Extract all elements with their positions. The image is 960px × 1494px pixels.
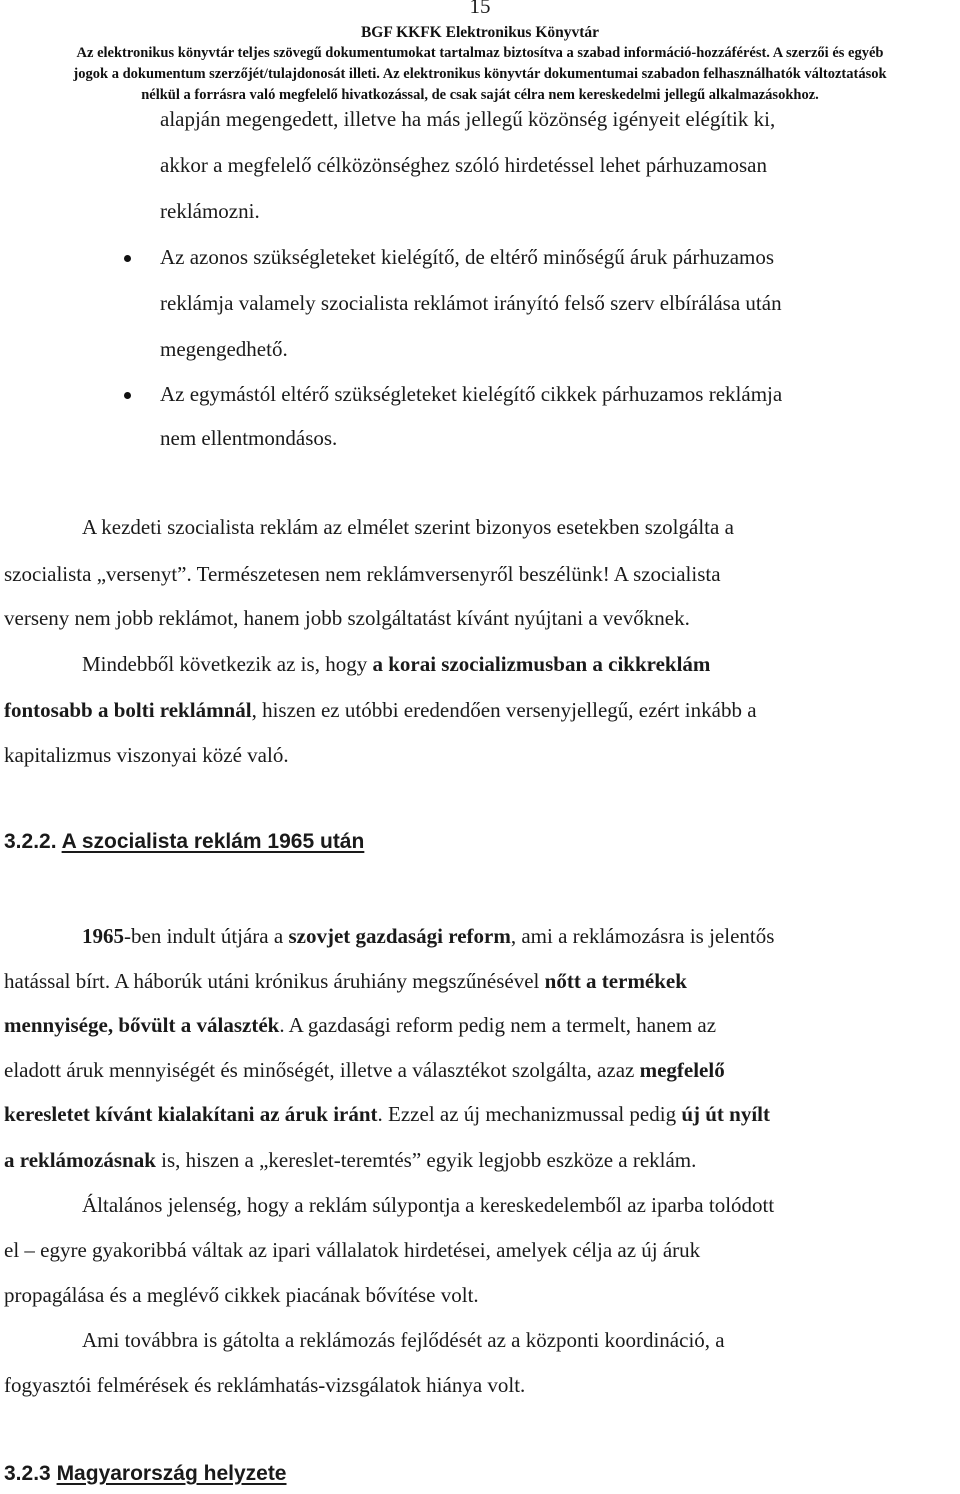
paragraph-3-line-3: mennyisége, bővült a választék. A gazdasági reform pedig nem a termelt, hanem az — [4, 1013, 717, 1037]
paragraph-5-line-2: fogyasztói felmérések és reklámhatás-vizsgálatok hiánya volt. — [4, 1373, 526, 1397]
paragraph-5-line-1: Ami továbbra is gátolta a reklámozás fejlődését az a központi koordináció, a — [82, 1328, 725, 1352]
paragraph-3-line-1: 1965-ben indult útjára a szovjet gazdasági reform, ami a reklámozásra is jelentős — [82, 924, 775, 948]
paragraph-4-line-2: el – egyre gyakoribbá váltak az ipari vállalatok hirdetései, amelyek célja az új áruk — [4, 1238, 701, 1262]
bullet-3-line-2: nem ellentmondásos. — [160, 426, 338, 450]
bullet-dot-icon — [124, 255, 131, 262]
paragraph-3-line-4: eladott áruk mennyiségét és minőségét, illetve a választékot szolgálta, azaz megfelelő — [4, 1058, 725, 1082]
bullet-2-line-3: megengedhető. — [160, 337, 288, 361]
paragraph-4-line-1: Általános jelenség, hogy a reklám súlypontja a kereskedelemből az iparba tolódott — [82, 1193, 775, 1217]
paragraph-1-line-3: verseny nem jobb reklámot, hanem jobb szolgáltatást kívánt nyújtani a vevőknek. — [4, 606, 690, 630]
section-heading-3-2-3: 3.2.3 Magyarország helyzete — [4, 1462, 287, 1485]
bullet-2-line-2: reklámja valamely szocialista reklámot irányító felső szerv elbírálása után — [160, 291, 782, 315]
paragraph-3-line-5: keresletet kívánt kialakítani az áruk iránt. Ezzel az új mechanizmussal pedig új út nyílt — [4, 1102, 771, 1126]
paragraph-2-line-2: fontosabb a bolti reklámnál, hiszen ez utóbbi eredendően versenyjellegű, ezért inkább a — [4, 698, 757, 722]
bullet-3-line-1: Az egymástól eltérő szükségleteket kielégítő cikkek párhuzamos reklámja — [160, 382, 783, 406]
paragraph-4-line-3: propagálása és a meglévő cikkek piacának bővítése volt. — [4, 1283, 479, 1307]
paragraph-2-line-3: kapitalizmus viszonyai közé való. — [4, 743, 289, 767]
bullet-dot-icon — [124, 392, 131, 399]
paragraph-3-line-6: a reklámozásnak is, hiszen a „kereslet-teremtés” egyik legjobb eszköze a reklám. — [4, 1148, 697, 1172]
section-heading-3-2-2: 3.2.2. A szocialista reklám 1965 után — [4, 830, 365, 853]
paragraph-1-line-1: A kezdeti szocialista reklám az elmélet szerint bizonyos esetekben szolgálta a — [82, 515, 734, 539]
library-name: BGF KKFK Elektronikus Könyvtár — [360, 24, 600, 41]
paragraph-2-line-1: Mindebből következik az is, hogy a korai szocializmusban a cikkreklám — [82, 652, 711, 676]
bullet-2-line-1: Az azonos szükségleteket kielégítő, de eltérő minőségű áruk párhuzamos — [160, 245, 775, 269]
copyright-notice-line-3: nélkül a forrásra való megfelelő hivatkozással, de csak saját célra nem kereskedelmi jellegű alkalmazásokhoz. — [141, 87, 819, 103]
copyright-notice-line-2: jogok a dokumentum szerzőjét/tulajdonosát illeti. Az elektronikus könyvtár dokumentumai szabadon felhasználhatók változtatások — [73, 66, 887, 82]
bullet-1-line-3: reklámozni. — [160, 199, 260, 223]
bullet-1-line-2: akkor a megfelelő célközönséghez szóló hirdetéssel lehet párhuzamosan — [160, 153, 768, 177]
copyright-notice-line-1: Az elektronikus könyvtár teljes szövegű dokumentumokat tartalmaz biztosítva a szabad információ-hozzáférést. A szerzői és egyéb — [76, 45, 884, 61]
paragraph-3-line-2: hatással bírt. A háborúk utáni krónikus áruhiány megszűnésével nőtt a termékek — [4, 969, 687, 993]
bullet-1-line-1: alapján megengedett, illetve ha más jellegű közönség igényeit elégítik ki, — [160, 107, 776, 131]
page-number: 15 — [469, 0, 491, 18]
paragraph-1-line-2: szocialista „versenyt”. Természetesen nem reklámversenyről beszélünk! A szocialista — [4, 562, 721, 586]
